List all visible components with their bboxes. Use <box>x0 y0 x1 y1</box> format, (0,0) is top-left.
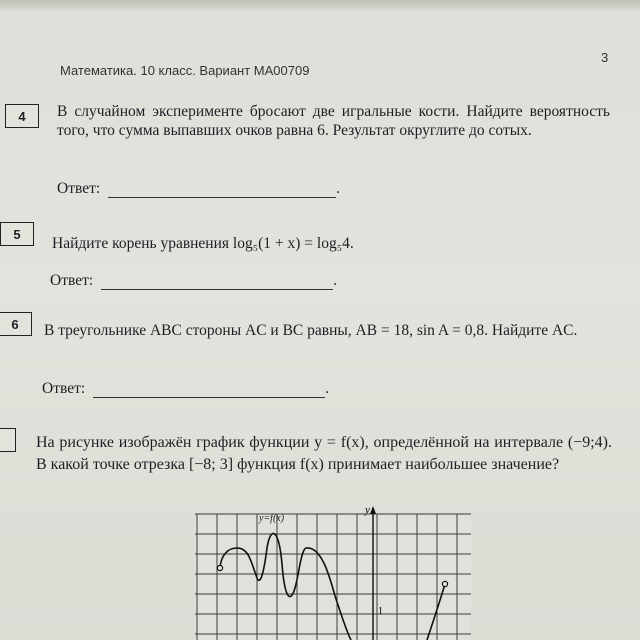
answer-period: . <box>336 180 341 197</box>
answer-row <box>42 380 329 398</box>
function-graph <box>185 504 485 640</box>
page-number: 3 <box>601 50 609 65</box>
question-number-box: 5 <box>0 222 34 246</box>
y-axis-label: y <box>365 504 370 516</box>
answer-period: . <box>325 380 330 397</box>
question-text: На рисунке изображён график функции y = f(x), определённой на интервале (−9;4). В какой точке отрезка [−8; 3] функция f(x) принимает наибольшее значение? <box>36 434 612 473</box>
y-axis-arrow <box>370 506 376 514</box>
answer-period: . <box>333 272 338 289</box>
answer-field[interactable] <box>101 275 333 290</box>
page-fold-shadow <box>0 0 640 12</box>
answer-label: Ответ: <box>42 380 86 397</box>
question-text: Найдите корень уравнения log₅(1 + x) = log₅4. <box>52 235 354 252</box>
answer-field[interactable] <box>108 183 336 198</box>
open-endpoint-left <box>217 565 222 570</box>
question-text: В треугольнике ABC стороны AC и BC равны, AB = 18, sin A = 0,8. Найдите AC. <box>44 322 578 339</box>
question-number-box: 4 <box>5 104 39 128</box>
question-text: В случайном эксперименте бросают две игральные кости. Найдите вероятность того, что сумма выпавших очков равна 6. Результат округлите до сотых. <box>57 103 610 139</box>
answer-row <box>57 180 340 198</box>
question-number-box <box>0 428 16 452</box>
answer-row <box>50 272 337 290</box>
open-endpoint-right <box>442 581 447 586</box>
answer-field[interactable] <box>93 383 325 398</box>
graph-background <box>195 514 471 640</box>
answer-label: Ответ: <box>50 272 94 289</box>
page-header: Математика. 10 класс. Вариант МА00709 <box>60 63 310 78</box>
question-number-box: 6 <box>0 312 32 336</box>
answer-label: Ответ: <box>57 180 101 197</box>
y-tick-label: 1 <box>378 606 383 617</box>
function-label: y=f(x) <box>259 513 285 524</box>
